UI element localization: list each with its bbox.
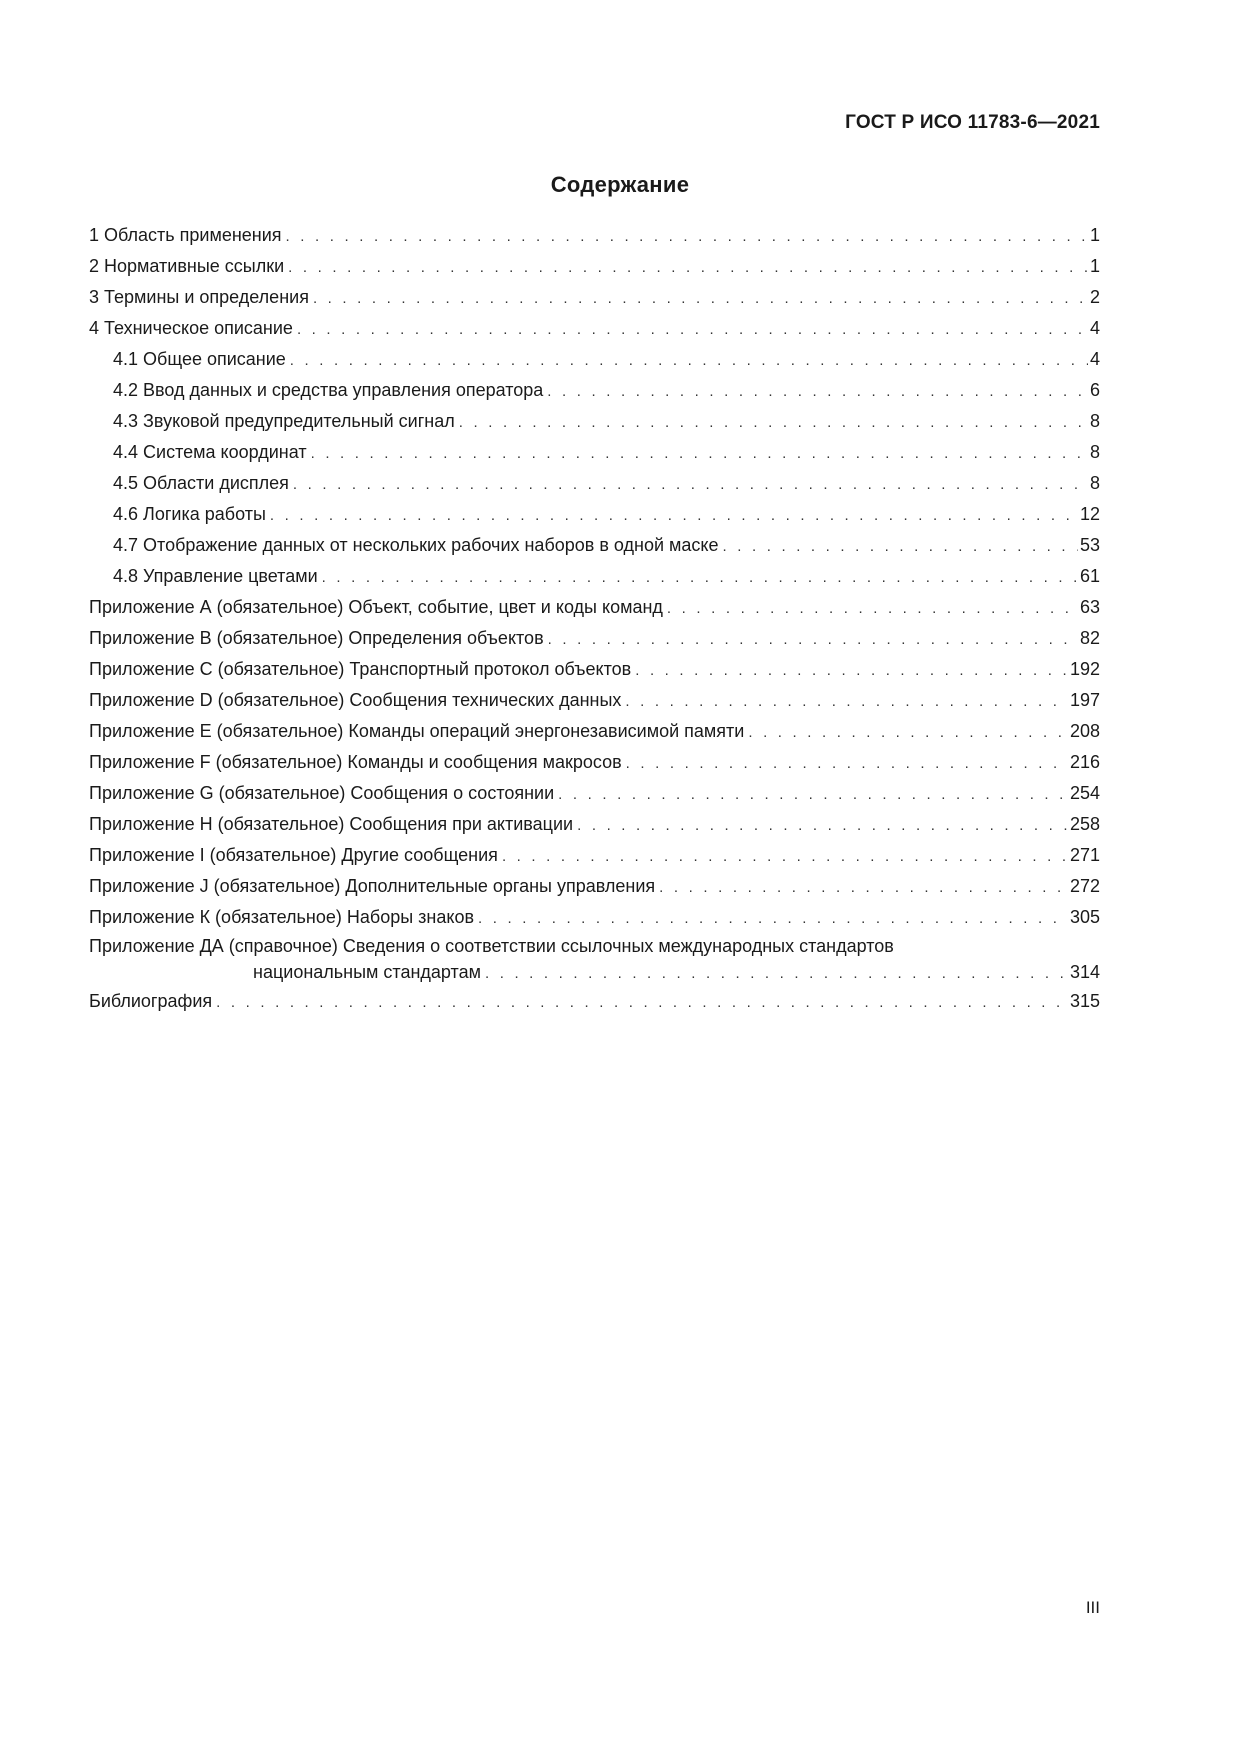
toc-entry-text: Приложение С (обязательное) Транспортный протокол объектов bbox=[89, 659, 632, 679]
toc-entry-page: 61 bbox=[1079, 566, 1100, 586]
toc-entry-text: 4.7 Отображение данных от нескольких рабочих наборов в одной маске bbox=[113, 535, 719, 555]
toc-entry-annex-h[interactable] bbox=[89, 809, 1100, 840]
toc-entry-page: 8 bbox=[1089, 442, 1100, 462]
leader-dots bbox=[270, 500, 1078, 531]
toc-entry-text: Приложение В (обязательное) Определения объектов bbox=[89, 628, 544, 648]
toc-entry-annex-f[interactable] bbox=[89, 747, 1100, 778]
leader-dots bbox=[667, 593, 1078, 624]
toc-entry-page: 53 bbox=[1079, 535, 1100, 555]
toc-entry-annex-da[interactable] bbox=[89, 933, 1100, 986]
toc-entry-page: 4 bbox=[1089, 318, 1100, 338]
leader-dots bbox=[293, 469, 1088, 500]
toc-entry-4[interactable] bbox=[89, 313, 1100, 344]
leader-dots bbox=[311, 438, 1088, 469]
toc-entry-annex-a[interactable] bbox=[89, 592, 1100, 623]
toc-entry-page: 216 bbox=[1069, 752, 1100, 772]
toc-entry-text: Приложение Н (обязательное) Сообщения при активации bbox=[89, 814, 574, 834]
toc-entry-text: Приложение I (обязательное) Другие сообщения bbox=[89, 845, 498, 865]
toc-entry-text: Библиография bbox=[89, 991, 213, 1011]
toc-entry-text: Приложение F (обязательное) Команды и сообщения макросов bbox=[89, 752, 622, 772]
toc-entry-4-4[interactable] bbox=[89, 437, 1100, 468]
leader-dots bbox=[625, 686, 1068, 717]
toc-entry-page: 6 bbox=[1089, 380, 1100, 400]
page-number: III bbox=[1085, 1598, 1100, 1617]
leader-dots bbox=[577, 810, 1068, 841]
toc-entry-annex-e[interactable] bbox=[89, 716, 1100, 747]
toc-entry-page: 1 bbox=[1089, 256, 1100, 276]
toc-entry-page: 272 bbox=[1069, 876, 1100, 896]
toc-entry-text: Приложение К (обязательное) Наборы знаков bbox=[89, 907, 475, 927]
toc-entry-text: 4.2 Ввод данных и средства управления оператора bbox=[113, 380, 544, 400]
leader-dots bbox=[548, 624, 1078, 655]
toc-entry-text: Приложение D (обязательное) Сообщения технических данных bbox=[89, 690, 622, 710]
toc-entry-text: 4.4 Система координат bbox=[113, 442, 307, 462]
toc-entry-page: 82 bbox=[1079, 628, 1100, 648]
leader-dots bbox=[322, 562, 1078, 593]
toc-entry-text: 4.3 Звуковой предупредительный сигнал bbox=[113, 411, 455, 431]
toc-entry-1[interactable] bbox=[89, 220, 1100, 251]
toc-entry-2[interactable] bbox=[89, 251, 1100, 282]
toc-entry-page: 254 bbox=[1069, 783, 1100, 803]
toc-entry-text: 4 Техническое описание bbox=[89, 318, 293, 338]
leader-dots bbox=[659, 872, 1068, 903]
toc-entry-text: Приложение А (обязательное) Объект, событие, цвет и коды команд bbox=[89, 597, 663, 617]
toc-entry-4-7[interactable] bbox=[89, 530, 1100, 561]
toc-entry-text: 3 Термины и определения bbox=[89, 287, 309, 307]
toc-entry-page: 315 bbox=[1069, 991, 1100, 1011]
leader-dots bbox=[635, 655, 1068, 686]
toc-entry-page: 197 bbox=[1069, 690, 1100, 710]
toc-entry-text: Приложение G (обязательное) Сообщения о состоянии bbox=[89, 783, 555, 803]
toc-entry-annex-d[interactable] bbox=[89, 685, 1100, 716]
leader-dots bbox=[290, 345, 1088, 376]
leader-dots bbox=[485, 962, 1068, 986]
toc-entry-page: 2 bbox=[1089, 287, 1100, 307]
leader-dots bbox=[502, 841, 1068, 872]
toc-entry-text: Приложение Е (обязательное) Команды операций энергонезависимой памяти bbox=[89, 721, 745, 741]
toc-entry-4-6[interactable] bbox=[89, 499, 1100, 530]
toc-entry-page: 8 bbox=[1089, 411, 1100, 431]
toc-entry-page: 192 bbox=[1069, 659, 1100, 679]
toc-entry-4-8[interactable] bbox=[89, 561, 1100, 592]
toc-entry-annex-i[interactable] bbox=[89, 840, 1100, 871]
toc-entry-4-2[interactable] bbox=[89, 375, 1100, 406]
toc-entry-text-continuation: национальным стандартам bbox=[253, 962, 481, 982]
toc-entry-4-3[interactable] bbox=[89, 406, 1100, 437]
leader-dots bbox=[297, 314, 1088, 345]
leader-dots bbox=[723, 531, 1078, 562]
toc-entry-text: Приложение ДА (справочное) Сведения о соответствии ссылочных международных стандартов bbox=[89, 936, 894, 956]
toc-title: Содержание bbox=[550, 172, 690, 197]
toc-entry-page: 63 bbox=[1079, 597, 1100, 617]
toc-entry-text: 4.5 Области дисплея bbox=[113, 473, 289, 493]
toc-entry-text: 1 Область применения bbox=[89, 225, 282, 245]
toc-entry-4-1[interactable] bbox=[89, 344, 1100, 375]
toc-entry-page: 4 bbox=[1089, 349, 1100, 369]
toc-entry-page: 1 bbox=[1089, 225, 1100, 245]
toc-entry-text: 4.6 Логика работы bbox=[113, 504, 266, 524]
leader-dots bbox=[286, 221, 1088, 252]
toc-entry-annex-j[interactable] bbox=[89, 871, 1100, 902]
toc-entry-page: 208 bbox=[1069, 721, 1100, 741]
toc-entry-page: 271 bbox=[1069, 845, 1100, 865]
toc-entry-text: 2 Нормативные ссылки bbox=[89, 256, 285, 276]
document-code: ГОСТ Р ИСО 11783-6—2021 bbox=[845, 112, 1100, 133]
leader-dots bbox=[216, 987, 1068, 1018]
leader-dots bbox=[547, 376, 1088, 407]
leader-dots bbox=[748, 717, 1068, 748]
toc-entry-text: Приложение J (обязательное) Дополнительные органы управления bbox=[89, 876, 656, 896]
toc-entry-page: 12 bbox=[1079, 504, 1100, 524]
leader-dots bbox=[288, 252, 1088, 283]
leader-dots bbox=[313, 283, 1088, 314]
toc-entry-page: 8 bbox=[1089, 473, 1100, 493]
leader-dots bbox=[459, 407, 1088, 438]
toc-entry-bibliography[interactable] bbox=[89, 986, 1100, 1017]
toc-entry-annex-c[interactable] bbox=[89, 654, 1100, 685]
leader-dots bbox=[626, 748, 1068, 779]
toc-entry-text: 4.8 Управление цветами bbox=[113, 566, 318, 586]
toc-entry-3[interactable] bbox=[89, 282, 1100, 313]
toc-entry-text: 4.1 Общее описание bbox=[113, 349, 286, 369]
leader-dots bbox=[478, 903, 1068, 934]
leader-dots bbox=[558, 779, 1068, 810]
toc-entry-page: 305 bbox=[1069, 907, 1100, 927]
toc-entry-annex-k[interactable] bbox=[89, 902, 1100, 933]
toc-entry-4-5[interactable] bbox=[89, 468, 1100, 499]
toc-entry-annex-g[interactable] bbox=[89, 778, 1100, 809]
table-of-contents bbox=[89, 220, 1100, 1017]
toc-entry-page: 258 bbox=[1069, 814, 1100, 834]
toc-entry-annex-b[interactable] bbox=[89, 623, 1100, 654]
toc-entry-page: 314 bbox=[1069, 962, 1100, 982]
